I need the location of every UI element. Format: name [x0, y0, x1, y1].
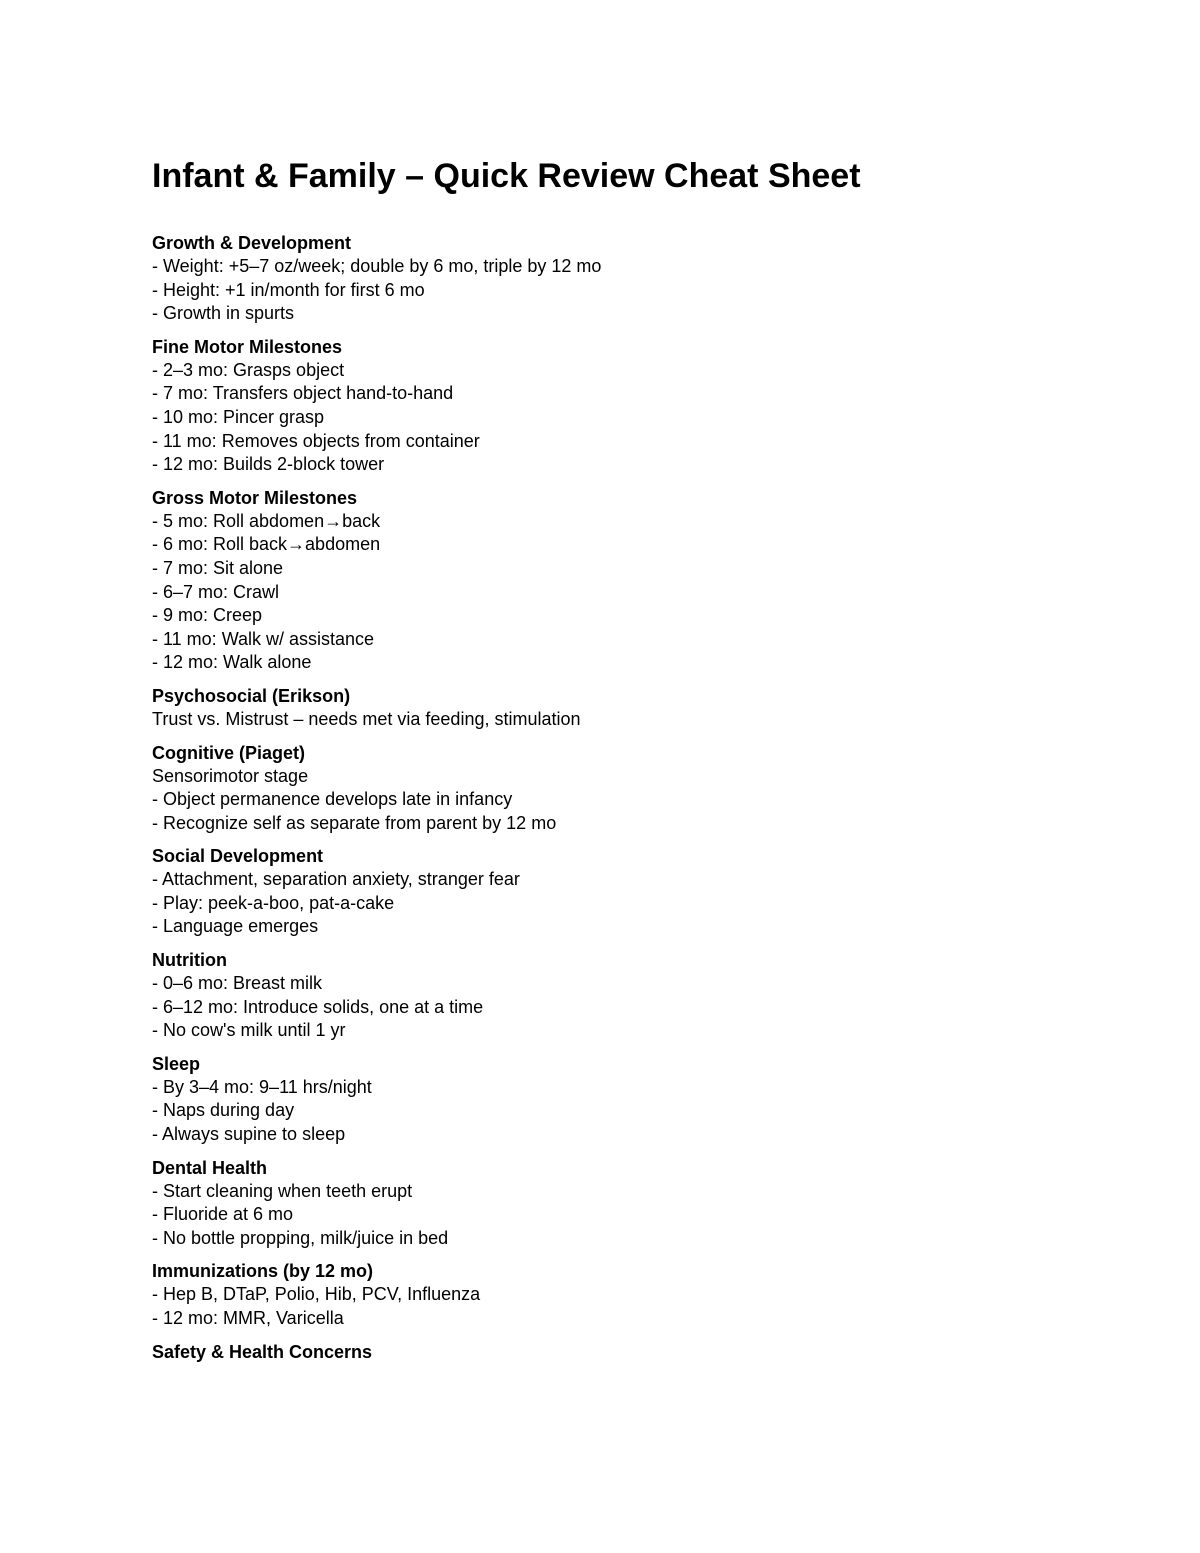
section-line: - 5 mo: Roll abdomen→back — [152, 510, 381, 531]
section-heading: Immunizations (by 12 mo) — [152, 1261, 374, 1282]
section-lines — [152, 255, 1112, 326]
section-line: - 11 mo: Removes objects from container — [152, 430, 480, 451]
section-line: - Weight: +5–7 oz/week; double by 6 mo, triple by 12 mo — [152, 256, 602, 276]
section-line: - 7 mo: Sit alone — [152, 557, 284, 578]
section-line: - 12 mo: MMR, Varicella — [152, 1308, 344, 1328]
section-line: - 0–6 mo: Breast milk — [152, 973, 323, 994]
section-line: - Play: peek-a-boo, pat-a-cake — [152, 892, 395, 913]
section-lines — [152, 1283, 1112, 1330]
section-heading: Social Development — [152, 846, 324, 867]
section-line: - 9 mo: Creep — [152, 605, 263, 626]
section-line: - No cow's milk until 1 yr — [152, 1020, 346, 1041]
section-lines — [152, 972, 1112, 1043]
section — [152, 845, 1112, 939]
section-line: - 12 mo: Builds 2-block tower — [152, 454, 385, 475]
section-lines — [152, 1180, 1112, 1251]
section — [152, 949, 1112, 1043]
section-line: - 6–7 mo: Crawl — [152, 581, 280, 602]
section-line: - 11 mo: Walk w/ assistance — [152, 628, 375, 649]
section-line: - Attachment, separation anxiety, stranger fear — [152, 869, 520, 890]
section-line: - Naps during day — [152, 1100, 295, 1121]
section — [152, 685, 1112, 732]
section — [152, 487, 1112, 675]
section-heading: Nutrition — [152, 950, 227, 971]
section-heading: Gross Motor Milestones — [152, 487, 358, 508]
section-lines — [152, 765, 1112, 836]
section-lines — [152, 510, 1112, 675]
section-heading: Growth & Development — [152, 233, 352, 253]
section-line: - Hep B, DTaP, Polio, Hib, PCV, Influenza — [152, 1284, 481, 1305]
section — [152, 1341, 1112, 1364]
section — [152, 1053, 1112, 1147]
section-line: - 2–3 mo: Grasps object — [152, 359, 345, 380]
section-line: Trust vs. Mistrust – needs met via feeding, stimulation — [152, 708, 581, 729]
section — [152, 232, 1112, 326]
section-lines — [152, 359, 1112, 477]
section — [152, 336, 1112, 477]
section-heading: Cognitive (Piaget) — [152, 742, 306, 763]
section-line: - Language emerges — [152, 916, 319, 937]
section-line: - Recognize self as separate from parent by 12 mo — [152, 812, 557, 833]
section-line: Sensorimotor stage — [152, 765, 309, 786]
section-heading: Sleep — [152, 1053, 201, 1074]
section-heading: Fine Motor Milestones — [152, 336, 343, 357]
document-title: Infant & Family – Quick Review Cheat Sheet — [152, 157, 861, 195]
section-line: - 6 mo: Roll back→abdomen — [152, 534, 381, 555]
section-heading: Psychosocial (Erikson) — [152, 685, 351, 706]
section-lines — [152, 1076, 1112, 1147]
section-line: - Start cleaning when teeth erupt — [152, 1180, 413, 1201]
section-line: - Height: +1 in/month for first 6 mo — [152, 279, 425, 300]
section-line: - Object permanence develops late in infancy — [152, 789, 513, 810]
sections-container — [152, 232, 1112, 1364]
section-line: - 7 mo: Transfers object hand-to-hand — [152, 383, 454, 404]
section-heading: Safety & Health Concerns — [152, 1341, 373, 1362]
section-lines — [152, 868, 1112, 939]
section-lines — [152, 708, 1112, 732]
section-line: - By 3–4 mo: 9–11 hrs/night — [152, 1076, 372, 1097]
section-heading: Dental Health — [152, 1157, 268, 1178]
section — [152, 742, 1112, 836]
section — [152, 1157, 1112, 1251]
section-line: - 10 mo: Pincer grasp — [152, 406, 325, 427]
document-page — [152, 154, 1112, 1374]
section-line: - Growth in spurts — [152, 303, 295, 324]
section-line: - No bottle propping, milk/juice in bed — [152, 1227, 449, 1248]
section-line: - 6–12 mo: Introduce solids, one at a time — [152, 996, 484, 1017]
section-line: - Fluoride at 6 mo — [152, 1204, 294, 1225]
section — [152, 1260, 1112, 1330]
section-line: - 12 mo: Walk alone — [152, 652, 312, 673]
section-line: - Always supine to sleep — [152, 1124, 346, 1145]
